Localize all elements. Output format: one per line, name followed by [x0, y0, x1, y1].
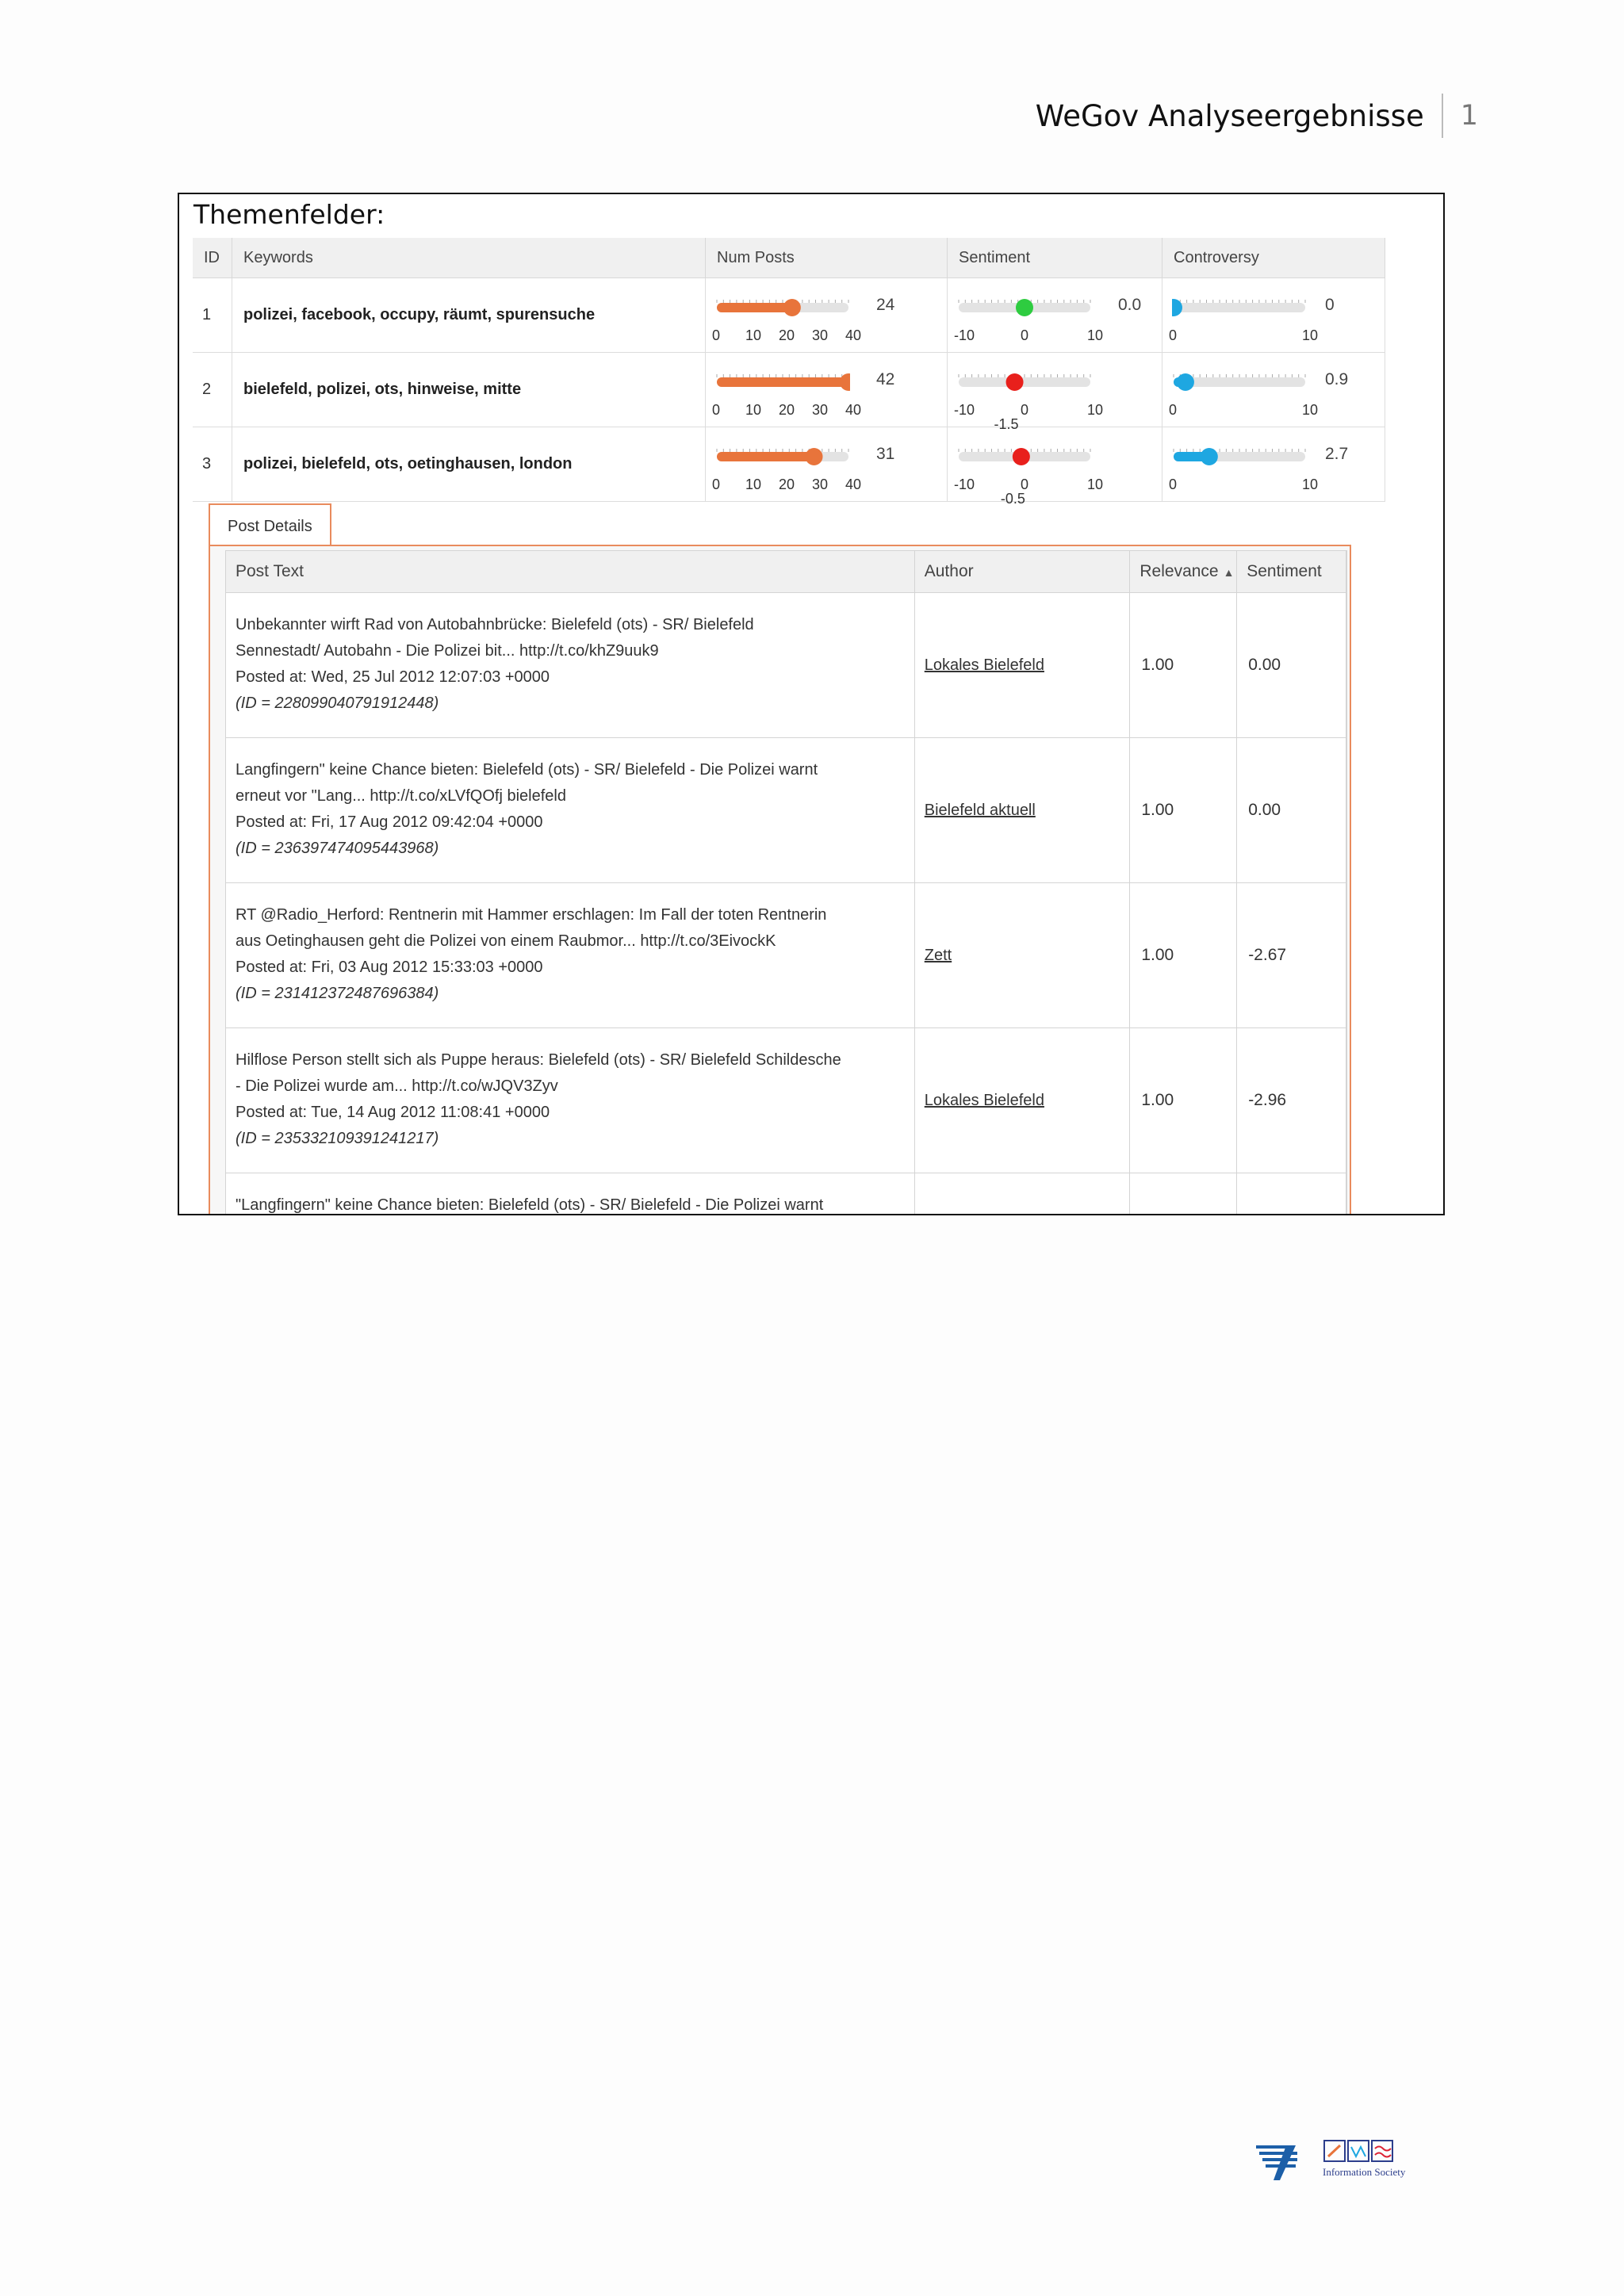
num-posts-scale — [712, 327, 866, 346]
column-header-id[interactable]: ID — [193, 238, 232, 277]
controversy-scale-label: 0 — [1169, 476, 1178, 492]
controversy-slider-knob — [1201, 448, 1218, 465]
post-details-panel — [209, 503, 1370, 1215]
column-header-num-posts[interactable]: Num Posts — [706, 238, 948, 277]
tab-post-details[interactable]: Post Details — [209, 503, 331, 548]
num-posts-slider — [715, 369, 850, 396]
controversy-slider — [1172, 443, 1307, 470]
num-posts-scale-label: 0 — [712, 402, 721, 418]
post-details-body — [209, 545, 1351, 1215]
post-text — [226, 738, 915, 882]
num-posts-scale-label: 20 — [779, 327, 795, 343]
post-text-line: Sennestadt/ Autobahn - Die Polizei bit... http://t.co/khZ9uuk9 — [236, 642, 659, 660]
controversy-slider — [1172, 294, 1307, 321]
num-posts-value: 31 — [876, 445, 895, 463]
sentiment-scale-label: -10 — [954, 327, 975, 343]
post-sentiment: 0.00 — [1237, 738, 1346, 882]
controversy-value: 0.9 — [1325, 370, 1349, 388]
sentiment-sub-value: -0.5 — [1000, 491, 1025, 507]
num-posts-scale-label: 0 — [712, 476, 721, 492]
sentiment-scale — [954, 476, 1108, 496]
sentiment-sub-value: -1.5 — [994, 416, 1019, 432]
post-id: (ID = 235332109391241217) — [236, 1130, 439, 1147]
sentiment-slider-graphic — [957, 294, 1092, 321]
topic-sentiment — [948, 278, 1162, 352]
num-posts-slider-fill — [717, 452, 814, 461]
author-link[interactable]: Bielefeld aktuell — [924, 802, 1036, 819]
sentiment-scale-label: -10 — [954, 476, 975, 492]
sort-ascending-icon: ▲ — [1223, 566, 1235, 579]
post-text-line: Unbekannter wirft Rad von Autobahnbrücke: Bielefeld (ots) - SR/ Bielefeld — [236, 616, 754, 633]
information-society-logo — [1323, 2137, 1394, 2164]
post-row[interactable] — [225, 1173, 1347, 1215]
posts-table-body — [225, 593, 1347, 1215]
post-relevance — [1130, 1173, 1237, 1215]
topic-row[interactable] — [193, 278, 1385, 353]
page-number: 1 — [1460, 100, 1478, 132]
num-posts-scale — [712, 402, 866, 421]
author-link[interactable]: Lokales Bielefeld — [924, 1092, 1044, 1109]
post-author — [915, 738, 1131, 882]
sentiment-scale-label: 0 — [1021, 476, 1029, 492]
num-posts-scale-label: 20 — [779, 476, 795, 492]
num-posts-slider-graphic — [715, 443, 850, 470]
sentiment-slider — [957, 294, 1092, 321]
post-relevance: 1.00 — [1130, 738, 1237, 882]
num-posts-scale-label: 10 — [745, 476, 762, 492]
topic-keywords: polizei, facebook, occupy, räumt, spurensuche — [232, 278, 706, 352]
topic-sentiment — [948, 427, 1162, 507]
num-posts-scale-label: 40 — [845, 327, 862, 343]
post-text-line: aus Oetinghausen geht die Polizei von einem Raubmor... http://t.co/3EivockK — [236, 932, 776, 950]
post-text-line: RT @Radio_Herford: Rentnerin mit Hammer erschlagen: Im Fall der toten Rentnerin — [236, 906, 827, 924]
posts-table — [225, 550, 1347, 1215]
author-link[interactable]: Zett — [924, 947, 952, 964]
column-header-post-text[interactable]: Post Text — [226, 551, 915, 592]
controversy-slider-graphic — [1172, 294, 1307, 321]
topic-id: 3 — [193, 427, 232, 501]
num-posts-slider-knob — [840, 373, 850, 391]
header-divider — [1442, 94, 1443, 138]
column-header-sentiment[interactable]: Sentiment — [948, 238, 1162, 277]
post-id: (ID = 231412372487696384) — [236, 985, 439, 1002]
sentiment-scale-label: 10 — [1087, 476, 1104, 492]
topic-row[interactable] — [193, 353, 1385, 432]
num-posts-slider-knob — [783, 299, 801, 316]
topic-id: 2 — [193, 353, 232, 427]
post-row[interactable] — [225, 593, 1347, 738]
sentiment-scale-label: -10 — [954, 402, 975, 418]
post-timestamp: Posted at: Tue, 14 Aug 2012 11:08:41 +0000 — [236, 1104, 550, 1121]
author-link[interactable]: Lokales Bielefeld — [924, 656, 1044, 674]
topic-num-posts — [706, 278, 948, 352]
controversy-slider-graphic — [1172, 369, 1307, 396]
num-posts-slider-graphic — [715, 369, 850, 396]
column-header-relevance[interactable] — [1130, 551, 1237, 592]
num-posts-value: 24 — [876, 296, 895, 314]
post-timestamp: Posted at: Wed, 25 Jul 2012 12:07:03 +0000 — [236, 668, 550, 686]
post-author — [915, 1173, 1131, 1215]
controversy-scale-label: 0 — [1169, 327, 1178, 343]
post-text — [226, 1028, 915, 1173]
sentiment-slider-graphic — [957, 369, 1092, 396]
sentiment-slider-knob — [1016, 299, 1033, 316]
topic-row[interactable] — [193, 427, 1385, 507]
column-header-keywords[interactable]: Keywords — [232, 238, 706, 277]
num-posts-slider — [715, 443, 850, 470]
post-text-line: Langfingern" keine Chance bieten: Bielefeld (ots) - SR/ Bielefeld - Die Polizei warnt — [236, 761, 818, 779]
sentiment-value: 0.0 — [1118, 296, 1142, 314]
controversy-scale-label: 10 — [1302, 327, 1319, 343]
topic-num-posts — [706, 353, 948, 427]
topic-controversy — [1162, 427, 1385, 501]
post-sentiment: 0.00 — [1237, 593, 1346, 737]
section-title: Themenfelder: — [193, 199, 385, 230]
topics-table-body — [193, 278, 1385, 507]
post-row[interactable] — [225, 1028, 1347, 1173]
num-posts-scale-label: 10 — [745, 402, 762, 418]
post-text — [226, 1173, 915, 1215]
document-header — [1036, 94, 1478, 138]
controversy-value: 2.7 — [1325, 445, 1349, 463]
topic-controversy — [1162, 353, 1385, 427]
num-posts-scale-label: 30 — [812, 476, 829, 492]
post-row[interactable] — [225, 738, 1347, 883]
sentiment-scale — [954, 327, 1108, 346]
post-sentiment — [1237, 1173, 1346, 1215]
post-text-line: "Langfingern" keine Chance bieten: Bielefeld (ots) - SR/ Bielefeld - Die Polizei warnt — [236, 1196, 824, 1214]
post-timestamp: Posted at: Fri, 17 Aug 2012 09:42:04 +0000 — [236, 813, 543, 831]
post-relevance: 1.00 — [1130, 883, 1237, 1027]
controversy-slider-graphic — [1172, 443, 1307, 470]
num-posts-slider-knob — [806, 448, 823, 465]
post-author — [915, 883, 1131, 1027]
post-row[interactable] — [225, 883, 1347, 1028]
topic-num-posts — [706, 427, 948, 501]
post-text — [226, 593, 915, 737]
post-sentiment: -2.96 — [1237, 1028, 1346, 1173]
post-author — [915, 1028, 1131, 1173]
num-posts-scale-label: 40 — [845, 476, 862, 492]
controversy-scale — [1169, 327, 1323, 346]
num-posts-slider-fill — [717, 303, 792, 312]
topic-keywords: bielefeld, polizei, ots, hinweise, mitte — [232, 353, 706, 427]
topic-keywords: polizei, bielefeld, ots, oetinghausen, london — [232, 427, 706, 501]
post-text-line: Hilflose Person stellt sich als Puppe heraus: Bielefeld (ots) - SR/ Bielefeld Schildesche — [236, 1051, 841, 1069]
topic-sentiment — [948, 353, 1162, 432]
num-posts-slider-fill — [717, 377, 848, 387]
num-posts-scale-label: 20 — [779, 402, 795, 418]
sentiment-slider-knob — [1013, 448, 1030, 465]
sentiment-scale-label: 10 — [1087, 402, 1104, 418]
controversy-scale-label: 10 — [1302, 402, 1319, 418]
controversy-scale-label: 10 — [1302, 476, 1319, 492]
document-title: WeGov Analyseergebnisse — [1035, 98, 1424, 133]
sentiment-scale-label: 0 — [1021, 402, 1029, 418]
figure-frame — [178, 193, 1445, 1215]
topics-table — [193, 238, 1385, 507]
num-posts-scale — [712, 476, 866, 496]
post-sentiment: -2.67 — [1237, 883, 1346, 1027]
sentiment-slider-knob — [1006, 373, 1024, 391]
controversy-scale — [1169, 402, 1323, 421]
information-society-text: Information Society — [1323, 2166, 1406, 2178]
controversy-slider-track — [1174, 303, 1305, 312]
sentiment-scale-label: 0 — [1021, 327, 1029, 343]
sentiment-slider — [957, 443, 1092, 470]
post-id: (ID = 228099040791912448) — [236, 695, 439, 712]
column-header-author[interactable]: Author — [915, 551, 1131, 592]
controversy-slider-knob — [1177, 373, 1194, 391]
post-relevance: 1.00 — [1130, 1028, 1237, 1173]
controversy-slider — [1172, 369, 1307, 396]
seventh-framework-logo — [1256, 2142, 1304, 2182]
sentiment-slider — [957, 369, 1092, 396]
controversy-slider-knob — [1172, 299, 1182, 316]
num-posts-scale-label: 40 — [845, 402, 862, 418]
post-text-line: - Die Polizei wurde am... http://t.co/wJQV3Zyv — [236, 1077, 558, 1095]
num-posts-scale-label: 0 — [712, 327, 721, 343]
sentiment-slider-track — [959, 377, 1090, 387]
sentiment-scale-label: 10 — [1087, 327, 1104, 343]
post-author — [915, 593, 1131, 737]
controversy-scale-label: 0 — [1169, 402, 1178, 418]
controversy-value: 0 — [1325, 296, 1335, 314]
topic-controversy — [1162, 278, 1385, 352]
sentiment-scale — [954, 402, 1108, 421]
post-id: (ID = 236397474095443968) — [236, 840, 439, 857]
post-text — [226, 883, 915, 1027]
column-header-controversy[interactable]: Controversy — [1162, 238, 1385, 277]
num-posts-value: 42 — [876, 370, 895, 388]
num-posts-slider-graphic — [715, 294, 850, 321]
post-text-line: erneut vor "Lang... http://t.co/xLVfQOfj bielefeld — [236, 787, 566, 805]
num-posts-scale-label: 10 — [745, 327, 762, 343]
num-posts-slider — [715, 294, 850, 321]
topics-table-header — [193, 238, 1385, 278]
sentiment-slider-graphic — [957, 443, 1092, 470]
controversy-scale — [1169, 476, 1323, 496]
posts-table-header — [225, 550, 1347, 593]
post-relevance: 1.00 — [1130, 593, 1237, 737]
column-header-sentiment[interactable]: Sentiment — [1237, 551, 1346, 592]
post-timestamp: Posted at: Fri, 03 Aug 2012 15:33:03 +0000 — [236, 959, 543, 976]
topic-id: 1 — [193, 278, 232, 352]
num-posts-scale-label: 30 — [812, 327, 829, 343]
relevance-header-label: Relevance — [1139, 562, 1219, 580]
num-posts-scale-label: 30 — [812, 402, 829, 418]
